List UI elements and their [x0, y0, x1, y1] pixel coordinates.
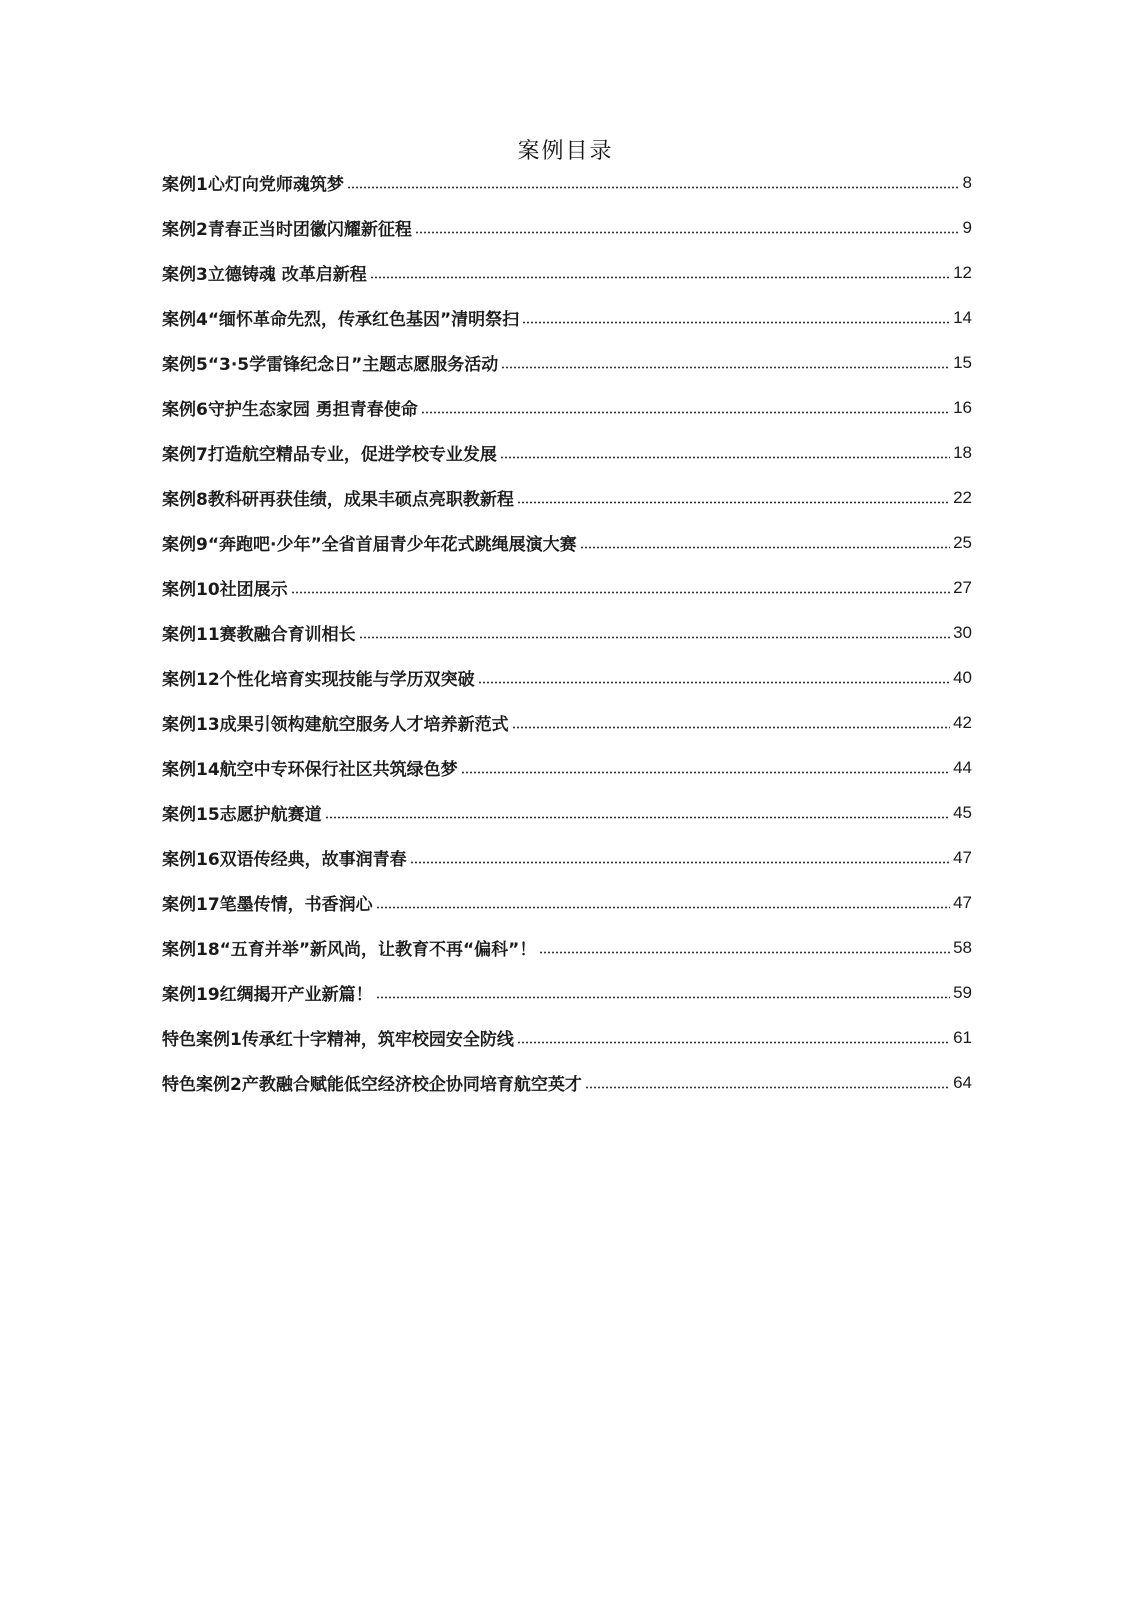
toc-entry-label: 案例12个性化培育实现技能与学历双突破	[162, 670, 475, 690]
toc-entry-page: 22	[953, 487, 972, 507]
toc-entry-label: 案例16双语传经典，故事润青春	[162, 850, 407, 870]
toc-entry-page: 44	[953, 757, 972, 777]
toc-entry-page: 58	[953, 937, 972, 957]
toc-entry[interactable]	[162, 1015, 972, 1060]
dot-leader	[410, 861, 950, 864]
toc-entry[interactable]	[162, 835, 972, 880]
toc-entry-label: 案例8教科研再获佳绩，成果丰硕点亮职教新程	[162, 490, 514, 510]
dot-leader	[376, 906, 950, 909]
toc-entry-label: 特色案例1传承红十字精神，筑牢校园安全防线	[162, 1030, 514, 1050]
dot-leader	[291, 591, 950, 594]
toc-entry-label: 案例17笔墨传情，书香润心	[162, 895, 373, 915]
toc-entry[interactable]	[162, 1060, 972, 1105]
dot-leader	[325, 816, 950, 819]
toc-entry[interactable]	[162, 250, 972, 295]
toc-list	[162, 160, 972, 1105]
dot-leader	[500, 456, 950, 459]
toc-entry-page: 18	[953, 442, 972, 462]
toc-entry[interactable]	[162, 430, 972, 475]
toc-entry-page: 64	[953, 1072, 972, 1092]
toc-entry-label: 案例19红绸揭开产业新篇！	[162, 985, 373, 1005]
dot-leader	[522, 321, 950, 324]
toc-entry-page: 30	[953, 622, 972, 642]
dot-leader	[512, 726, 950, 729]
toc-entry-page: 16	[953, 397, 972, 417]
dot-leader	[517, 1041, 950, 1044]
toc-entry-page: 40	[953, 667, 972, 687]
dot-leader	[415, 231, 960, 234]
toc-entry-label: 案例9“奔跑吧·少年”全省首届青少年花式跳绳展演大赛	[162, 535, 577, 555]
toc-entry-label: 案例15志愿护航赛道	[162, 805, 322, 825]
toc-entry-label: 案例6守护生态家园 勇担青春使命	[162, 400, 418, 420]
toc-entry-page: 47	[953, 892, 972, 912]
toc-entry-page: 61	[953, 1027, 972, 1047]
toc-entry[interactable]	[162, 475, 972, 520]
toc-entry-page: 45	[953, 802, 972, 822]
toc-entry-label: 案例3立德铸魂 改革启新程	[162, 265, 367, 285]
page-title: 案例目录	[517, 139, 614, 164]
toc-entry[interactable]	[162, 385, 972, 430]
toc-entry-page: 15	[953, 352, 972, 372]
dot-leader	[580, 546, 950, 549]
toc-entry-label: 特色案例2产教融合赋能低空经济校企协同培育航空英才	[162, 1075, 582, 1095]
toc-entry-page: 59	[953, 982, 972, 1002]
dot-leader	[585, 1086, 950, 1089]
toc-entry[interactable]	[162, 655, 972, 700]
dot-leader	[421, 411, 950, 414]
toc-entry[interactable]	[162, 160, 972, 205]
toc-entry-label: 案例5“3·5学雷锋纪念日”主题志愿服务活动	[162, 355, 499, 375]
toc-entry[interactable]	[162, 790, 972, 835]
dot-leader	[347, 186, 960, 189]
toc-entry[interactable]	[162, 970, 972, 1015]
dot-leader	[461, 771, 950, 774]
toc-entry-page: 14	[953, 307, 972, 327]
toc-entry[interactable]	[162, 565, 972, 610]
toc-entry[interactable]	[162, 295, 972, 340]
toc-entry-label: 案例14航空中专环保行社区共筑绿色梦	[162, 760, 458, 780]
dot-leader	[501, 366, 950, 369]
toc-entry-page: 8	[962, 172, 972, 192]
toc-entry-page: 27	[953, 577, 972, 597]
toc-entry[interactable]	[162, 520, 972, 565]
dot-leader	[370, 276, 950, 279]
toc-entry-page: 42	[953, 712, 972, 732]
dot-leader	[376, 996, 950, 999]
toc-entry-page: 12	[953, 262, 972, 282]
toc-entry[interactable]	[162, 340, 972, 385]
toc-entry-label: 案例2青春正当时团徽闪耀新征程	[162, 220, 412, 240]
toc-entry-page: 47	[953, 847, 972, 867]
toc-entry-label: 案例11赛教融合育训相长	[162, 625, 356, 645]
toc-entry-page: 9	[962, 217, 972, 237]
toc-entry[interactable]	[162, 205, 972, 250]
toc-entry-label: 案例4“缅怀革命先烈，传承红色基因”清明祭扫	[162, 310, 520, 330]
toc-entry-label: 案例7打造航空精品专业，促进学校专业发展	[162, 445, 497, 465]
dot-leader	[359, 636, 950, 639]
dot-leader	[539, 951, 950, 954]
toc-entry-label: 案例1心灯向党师魂筑梦	[162, 175, 344, 195]
toc-entry[interactable]	[162, 745, 972, 790]
toc-entry[interactable]	[162, 610, 972, 655]
toc-entry-page: 25	[953, 532, 972, 552]
toc-entry[interactable]	[162, 925, 972, 970]
toc-entry-label: 案例10社团展示	[162, 580, 288, 600]
dot-leader	[517, 501, 950, 504]
dot-leader	[478, 681, 950, 684]
toc-entry[interactable]	[162, 700, 972, 745]
toc-entry-label: 案例18“五育并举”新风尚，让教育不再“偏科”！	[162, 940, 537, 960]
toc-entry-label: 案例13成果引领构建航空服务人才培养新范式	[162, 715, 509, 735]
toc-entry[interactable]	[162, 880, 972, 925]
